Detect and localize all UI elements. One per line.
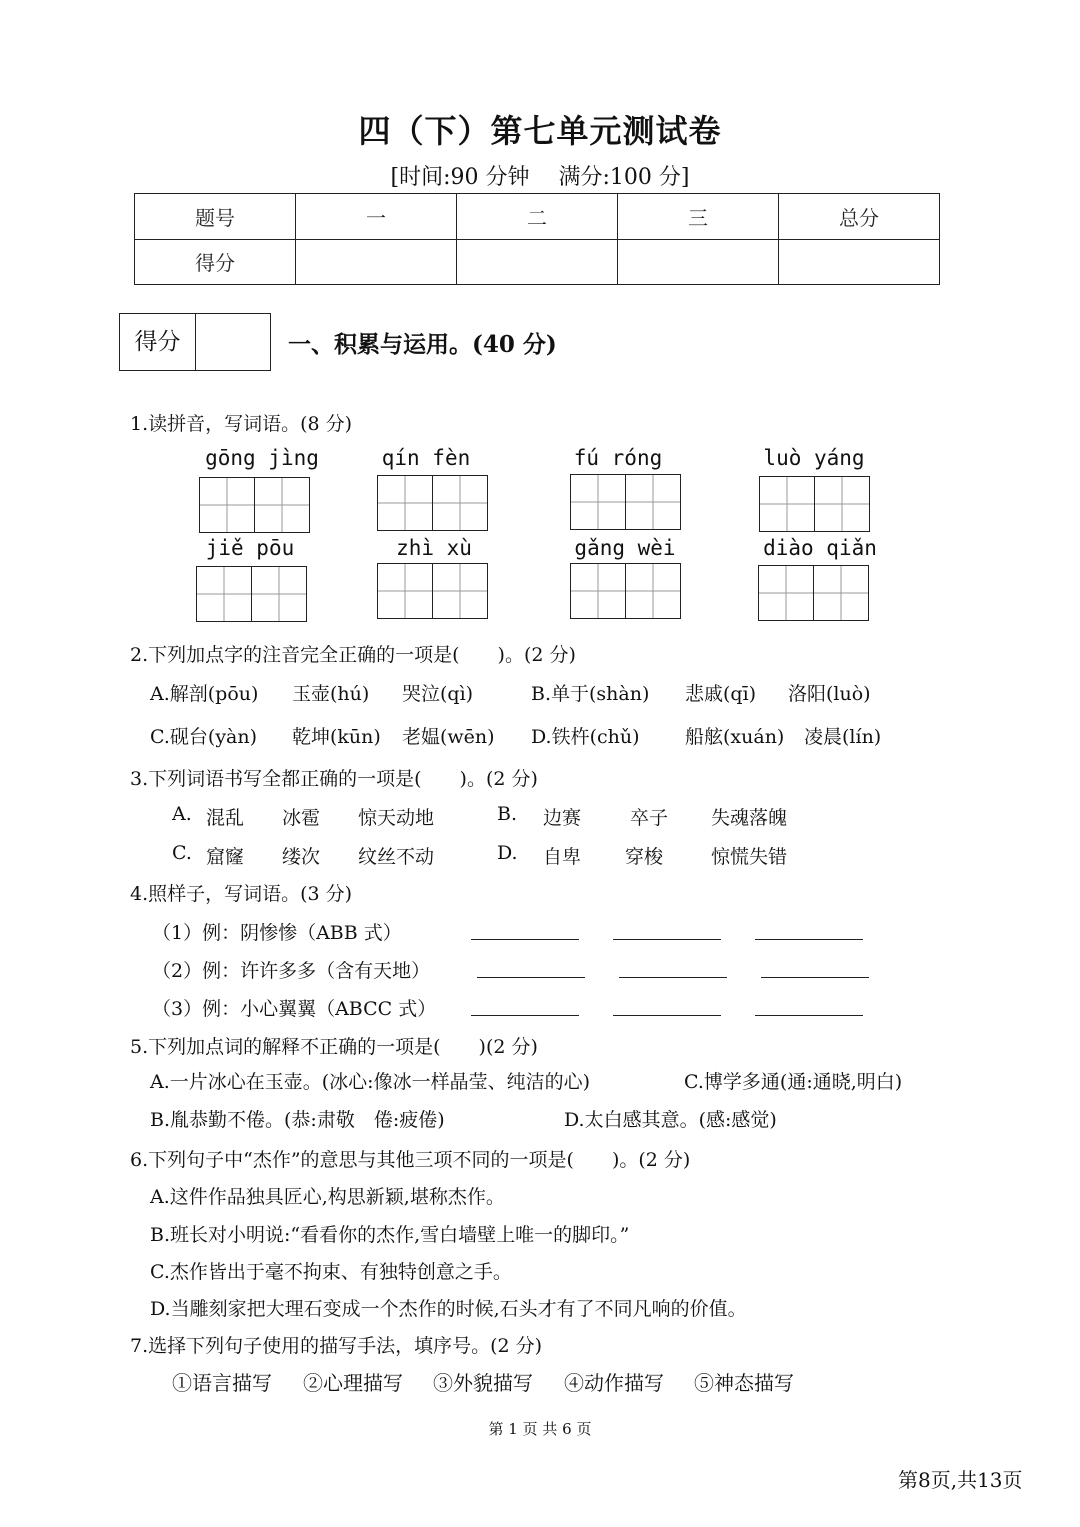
option: 玉壶(hú) [292,683,370,705]
option: 惊天动地 [358,807,435,829]
option: 悲戚(qī) [685,683,757,705]
writing-grid[interactable] [377,563,486,619]
option: ③外貌描写 [433,1371,533,1395]
answer-blank[interactable] [471,938,579,940]
option-letter: C. [172,842,192,864]
option: B.单于(shàn) [531,683,650,705]
option: ②心理描写 [303,1371,403,1395]
question-1: 1.读拼音，写词语。(8 分) [130,413,353,435]
score-table-header: 总分 [779,194,940,240]
option: 洛阳(luò) [788,683,871,705]
question-6: 6.下列句子中“杰作”的意思与其他三项不同的一项是( )。(2 分) [130,1149,691,1171]
question-2: 2.下列加点字的注音完全正确的一项是( )。(2 分) [130,644,576,666]
pinyin: qín fèn [381,446,471,470]
answer-blank[interactable] [471,1014,579,1016]
answer-blank[interactable] [477,976,585,978]
option: 船舷(xuán) [685,726,785,748]
option: B.胤恭勤不倦。(恭:肃敬 倦:疲倦) [150,1109,445,1131]
example-item: （1）例：阴惨惨（ABB 式） [152,922,402,944]
writing-grid[interactable] [196,566,305,622]
option: D.当雕刻家把大理石变成一个杰作的时候,石头才有了不同凡响的价值。 [150,1298,747,1320]
score-table-header: 三 [618,194,779,240]
score-cell[interactable] [618,239,779,285]
option: C.博学多通(通:通晓,明白) [684,1071,903,1093]
time-and-score: [时间:90 分钟 满分:100 分] [390,165,690,190]
score-table-header: 二 [457,194,618,240]
pinyin: zhì xù [396,536,472,560]
answer-blank[interactable] [755,1014,863,1016]
writing-grid[interactable] [570,563,679,619]
option: C.砚台(yàn) [150,726,258,748]
option: C.杰作皆出于毫不拘束、有独特创意之手。 [150,1261,512,1283]
question-3: 3.下列词语书写全都正确的一项是( )。(2 分) [130,768,538,790]
option: 边赛 [543,807,582,829]
option: D.太白感其意。(感:感觉) [564,1109,777,1131]
answer-blank[interactable] [619,976,727,978]
option: 老媪(wēn) [402,726,495,748]
option: 惊慌失错 [711,846,788,868]
pinyin: jiě pōu [205,536,295,560]
option: ⑤神态描写 [694,1371,794,1395]
pinyin: luò yáng [763,446,865,470]
pinyin: gōng jìng [205,446,319,470]
option-letter: A. [172,803,192,825]
option: B.班长对小明说:“看看你的杰作,雪白墙壁上唯一的脚印。” [150,1224,630,1246]
score-cell[interactable] [457,239,618,285]
section-title: 一、积累与运用。(40 分) [288,331,557,358]
option: 缕次 [282,846,321,868]
option: A.解剖(pōu) [150,683,259,705]
option: 失魂落魄 [711,807,788,829]
score-table-header-row [135,194,940,240]
pinyin: gǎng wèi [574,536,676,560]
score-cell[interactable] [779,239,940,285]
score-table-header: 一 [296,194,457,240]
writing-grid[interactable] [199,477,308,533]
option: 窟窿 [206,846,245,868]
option: 凌晨(lín) [804,726,882,748]
option: 穿梭 [625,846,664,868]
option: A.这件作品独具匠心,构思新颖,堪称杰作。 [150,1186,505,1208]
answer-blank[interactable] [613,938,721,940]
page-note: 第8页,共13页 [898,1468,1023,1492]
option: 乾坤(kūn) [292,726,381,748]
question-4: 4.照样子，写词语。(3 分) [130,883,353,905]
score-table-header: 题号 [135,194,296,240]
writing-grid[interactable] [570,474,679,530]
writing-grid[interactable] [758,565,867,621]
option-letter: D. [497,842,518,864]
option: 冰雹 [282,807,321,829]
answer-blank[interactable] [755,938,863,940]
option-letter: B. [497,803,518,825]
option: A.一片冰心在玉壶。(冰心:像冰一样晶莹、纯洁的心) [150,1071,590,1093]
section-score-box [119,313,271,371]
example-item: （2）例：许许多多（含有天地） [152,960,431,982]
example-item: （3）例：小心翼翼（ABCC 式） [152,998,437,1020]
score-table [134,193,940,285]
option: 纹丝不动 [358,846,435,868]
pinyin: diào qiǎn [763,536,877,560]
option: 哭泣(qì) [402,683,474,705]
page-title: 四（下）第七单元测试卷 [358,112,722,150]
score-cell[interactable] [296,239,457,285]
option: ①语言描写 [172,1371,272,1395]
option: 卒子 [630,807,669,829]
score-table-row [135,239,940,285]
answer-blank[interactable] [761,976,869,978]
option: D.铁杵(chǔ) [531,726,640,748]
section-score-label: 得分 [120,314,196,370]
option: 自卑 [543,846,582,868]
writing-grid[interactable] [759,476,868,532]
option: 混乱 [206,807,245,829]
answer-blank[interactable] [613,1014,721,1016]
option: ④动作描写 [564,1371,664,1395]
writing-grid[interactable] [377,475,486,531]
pinyin: fú róng [573,446,663,470]
question-7: 7.选择下列句子使用的描写手法，填序号。(2 分) [130,1335,543,1357]
page-number: 第 1 页 共 6 页 [488,1420,592,1438]
score-row-label: 得分 [135,239,296,285]
question-5: 5.下列加点词的解释不正确的一项是( )(2 分) [130,1036,538,1058]
